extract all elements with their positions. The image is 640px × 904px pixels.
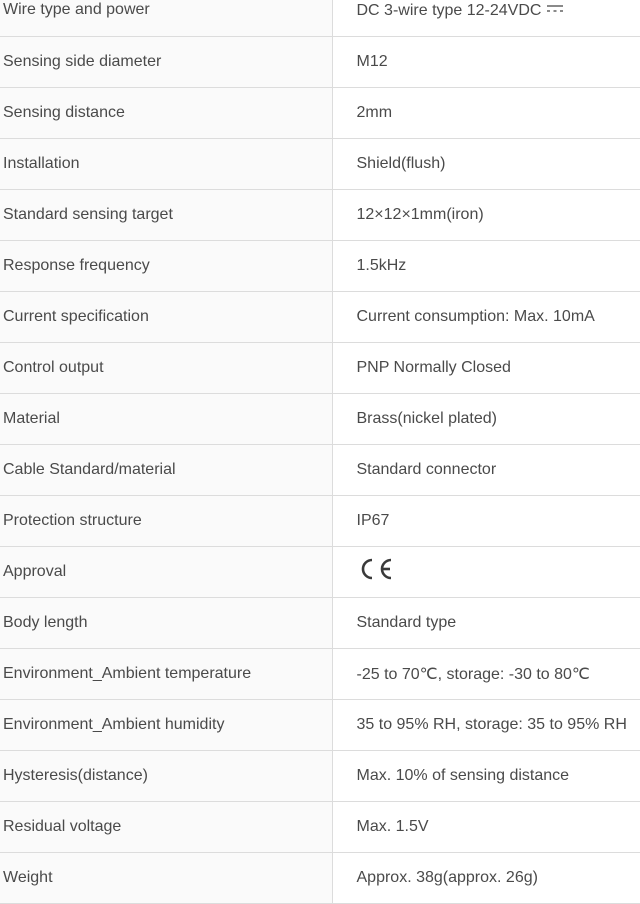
spec-value: -25 to 70℃, storage: -30 to 80℃ [332, 648, 640, 699]
table-row [0, 699, 640, 750]
spec-value: DC 3-wire type 12-24VDC [356, 2, 542, 20]
spec-value: Shield(flush) [332, 138, 640, 189]
spec-label: Weight [0, 852, 332, 903]
table-row [0, 189, 640, 240]
spec-label: Sensing distance [0, 87, 332, 138]
spec-value: Max. 10% of sensing distance [332, 750, 640, 801]
table-row [0, 801, 640, 852]
table-row [0, 648, 640, 699]
spec-value: Standard type [332, 597, 640, 648]
spec-value: 1.5kHz [332, 240, 640, 291]
spec-label: Cable Standard/material [0, 444, 332, 495]
spec-label: Wire type and power [0, 0, 332, 36]
spec-label: Sensing side diameter [0, 36, 332, 87]
table-row [0, 495, 640, 546]
spec-label: Environment_Ambient humidity [0, 699, 332, 750]
table-row [0, 36, 640, 87]
table-row [0, 750, 640, 801]
spec-label: Body length [0, 597, 332, 648]
spec-value: Max. 1.5V [332, 801, 640, 852]
table-row [0, 393, 640, 444]
table-row [0, 597, 640, 648]
ce-mark-icon [357, 556, 395, 587]
table-row [0, 240, 640, 291]
spec-label: Response frequency [0, 240, 332, 291]
spec-label: Environment_Ambient temperature [0, 648, 332, 699]
spec-value: 12×12×1mm(iron) [332, 189, 640, 240]
spec-value: Current consumption: Max. 10mA [332, 291, 640, 342]
dc-symbol-icon [547, 0, 563, 18]
spec-label: Material [0, 393, 332, 444]
spec-value: IP67 [332, 495, 640, 546]
spec-value: 2mm [332, 87, 640, 138]
spec-value: Standard connector [332, 444, 640, 495]
table-row [0, 87, 640, 138]
spec-label: Standard sensing target [0, 189, 332, 240]
spec-label: Hysteresis(distance) [0, 750, 332, 801]
table-row [0, 852, 640, 903]
spec-value: PNP Normally Closed [332, 342, 640, 393]
spec-value: 35 to 95% RH, storage: 35 to 95% RH [332, 699, 640, 750]
spec-label: Approval [0, 546, 332, 597]
table-row [0, 291, 640, 342]
spec-value-cell [332, 0, 640, 36]
table-row [0, 444, 640, 495]
spec-value: M12 [332, 36, 640, 87]
table-row [0, 342, 640, 393]
spec-value: Brass(nickel plated) [332, 393, 640, 444]
spec-label: Protection structure [0, 495, 332, 546]
table-row [0, 546, 640, 597]
spec-value: Approx. 38g(approx. 26g) [332, 852, 640, 903]
table-row [0, 0, 640, 36]
spec-label: Installation [0, 138, 332, 189]
spec-value-cell [332, 546, 640, 597]
spec-label: Control output [0, 342, 332, 393]
spec-label: Residual voltage [0, 801, 332, 852]
spec-label: Current specification [0, 291, 332, 342]
table-row [0, 138, 640, 189]
